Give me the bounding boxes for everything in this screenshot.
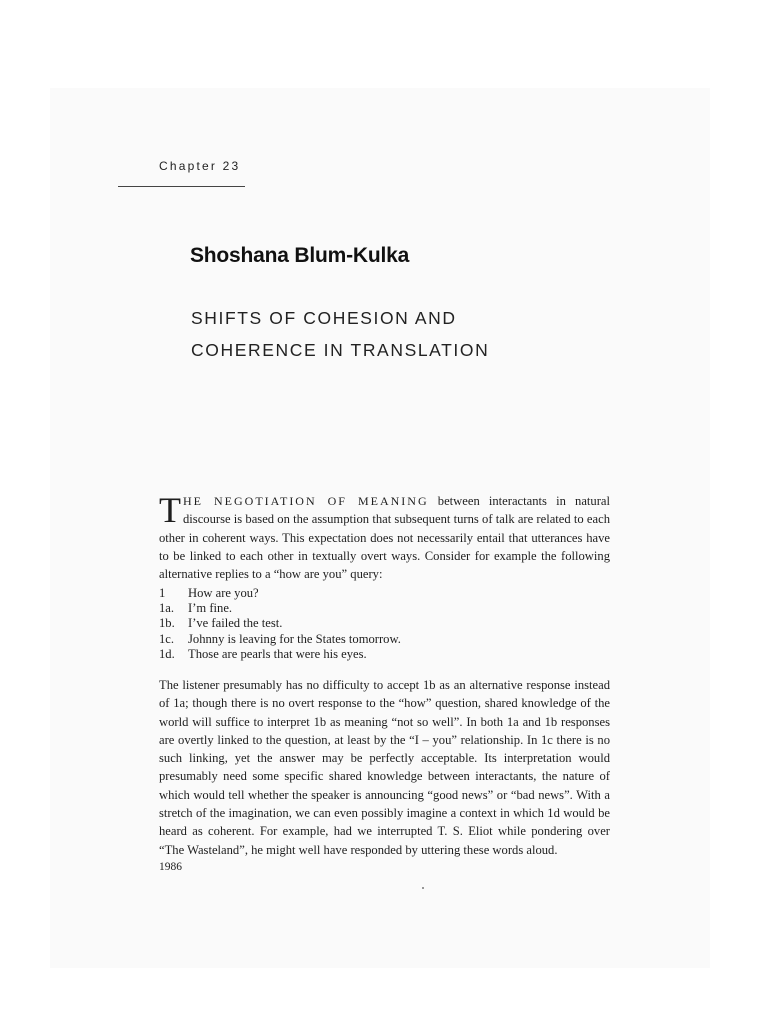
- example-number: 1a.: [159, 601, 175, 616]
- chapter-rule: [118, 186, 245, 187]
- example-list: [159, 586, 610, 662]
- example-item: [159, 616, 610, 631]
- print-speck: [422, 887, 424, 889]
- example-item: [159, 647, 610, 662]
- author-name: Shoshana Blum-Kulka: [190, 244, 410, 267]
- example-item: [159, 586, 610, 601]
- example-text: How are you?: [188, 586, 259, 600]
- intro-paragraph-text: between interactants in natural discourse is based on the assumption that subsequent turns of talk are related to each other in coherent ways. This expectation does not necessarily entail that utterances have to be linked to each other in textually overt ways. Consider for example the following alternative replies to a “how are you” query:: [159, 494, 610, 582]
- example-text: Those are pearls that were his eyes.: [188, 646, 367, 661]
- example-number: 1c.: [159, 631, 175, 646]
- intro-paragraph: [159, 492, 610, 583]
- chapter-title-line-2: COHERENCE IN TRANSLATION: [191, 340, 490, 360]
- example-item: [159, 632, 610, 647]
- example-number: 1: [159, 586, 166, 600]
- example-number: 1b.: [159, 616, 175, 631]
- chapter-title-line-1: SHIFTS OF COHESION AND: [191, 308, 457, 328]
- page-number: 1986: [159, 861, 182, 873]
- lead-in-smallcaps: HE NEGOTIATION OF MEANING: [183, 494, 429, 508]
- example-item: [159, 601, 610, 616]
- example-text: Johnny is leaving for the States tomorrow.: [188, 631, 401, 646]
- example-number: 1d.: [159, 646, 175, 661]
- drop-cap: T: [159, 490, 181, 530]
- chapter-label: Chapter 23: [159, 159, 241, 173]
- second-paragraph: The listener presumably has no difficulty to accept 1b as an alternative response instead of 1a; though there is no overt response to the “how” question, shared knowledge of the world will suffice to interpret 1b as meaning “not so well”. In both 1a and 1b responses are overtly linked to the question, at least by the “I – you” relationship. In 1c there is no such linking, yet the answer may be perfectly acceptable. Its interpretation would presumably need some specific shared knowledge between interactants, the nature of which would tell whether the speaker is announcing “good news” or “bad news”. With a stretch of the imagination, we can even possibly imagine a context in which 1d would be heard as coherent. For example, had we interrupted T. S. Eliot while pondering over “The Wasteland”, he might well have responded by uttering these words aloud.: [159, 678, 610, 857]
- example-text: I’m fine.: [188, 601, 233, 616]
- example-text: I’ve failed the test.: [188, 616, 283, 631]
